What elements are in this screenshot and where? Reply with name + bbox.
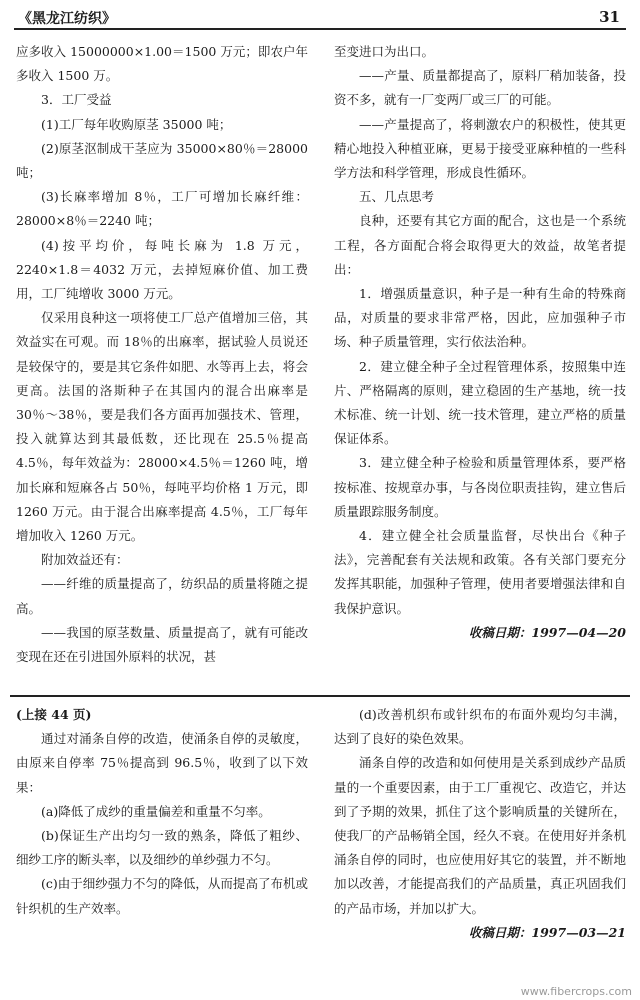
section-heading: 五、几点思考: [359, 189, 435, 205]
journal-title: 《黑龙江纺织》: [18, 11, 116, 27]
paragraph: ——产量、质量都提高了，原料厂稍加装备，投资不多，就有一厂变两厂或三厂的可能。: [334, 68, 626, 108]
list-item: 4．建立健全社会质量监督，尽快出台《种子法》，完善配套有关法规和政策。各有关部门要充分发挥其职能，加强种子管理，使用者要增强法律和自我保护意识。: [334, 528, 626, 616]
paragraph: 仅采用良种这一项将使工厂总产值增加三倍，其效益实在可观。而 18％的出麻率，据试验人员说还是较保守的，要是其它条件如肥、水等再上去，将会更高。法国的洛斯种子在其国内的混合出麻率是 30％～38％，要是我们各方面再加强技术、管理，投入就算达到其最低数，还比现在 25.5％提高 4.5％，每年效益为：28000×4.5％＝1260 吨，增加长麻和短麻各占 50％，每吨平均价格 1 万元，即 1260 万元。由于混合出麻率提高 4.5％，工厂每年增加收入 1260 万元。: [16, 310, 308, 544]
paragraph: ——我国的原茎数量、质量提高了，就有可能改变现在还在引进国外原料的状况，甚: [16, 624, 308, 665]
section-heading: 3．工厂受益: [41, 92, 112, 108]
paragraph: ——纤维的质量提高了，纺织品的质量将随之提高。: [16, 576, 308, 616]
list-item: (b)保证生产出均匀一致的熟条，降低了粗纱、细纱工序的断头率，以及细纱的单纱强力不匀。: [16, 828, 308, 868]
list-item: (3)长麻率增加 8％，工厂可增加长麻纤维：28000×8％＝2240 吨；: [16, 189, 308, 229]
paragraph: 良种，还要有其它方面的配合，这也是一个系统工程，各方面配合将会取得更大的效益，故笔者提出：: [334, 213, 626, 277]
received-date: 收稿日期：1997—03—21: [468, 924, 626, 940]
list-item: (c)由于细纱强力不匀的降低，从而提高了布机或针织机的生产效率。: [16, 876, 308, 916]
watermark: www.fibercrops.com: [520, 985, 632, 998]
page-number: 31: [599, 8, 620, 26]
paragraph: 通过对涌条自停的改造，使涌条自停的灵敏度，由原来自停率 75％提高到 96.5％，收到了以下效果：: [16, 731, 308, 795]
paragraph: 涌条自停的改造和如何使用是关系到成纱产品质量的一个重要因素，由于工厂重视它、改造它，并达到了予期的效果，抓住了这个影响质量的关键所在，使我厂的产品畅销全国，经久不衰。在使用好并条机涌条自停的同时，也应使用好其它的装置，并不断地加以改善，才能提高我们的产品质量，真正巩固我们的产品市场，并加以扩大。: [334, 755, 626, 916]
top-left-column: [16, 40, 308, 692]
received-date: 收稿日期：1997—04—20: [468, 624, 626, 640]
list-item: (2)原茎沤制成干茎应为 35000×80％＝28000 吨；: [16, 140, 308, 181]
bottom-left-column: [16, 703, 308, 993]
list-item: (1)工厂每年收购原茎 35000 吨；: [41, 116, 232, 132]
top-right-column: [334, 40, 626, 692]
paragraph: 应多收入 15000000×1.00＝1500 万元；即农户年多收入 1500 万。: [16, 44, 308, 84]
paragraph: 至变进口为出口。: [334, 44, 435, 59]
list-item: 3．建立健全种子检验和质量管理体系，要严格按标准、按规章办事，与各岗位职责挂钩，建立售后质量跟踪服务制度。: [334, 455, 626, 519]
list-item: (d)改善机织布或针织布的布面外观均匀丰满，达到了良好的染色效果。: [334, 707, 626, 747]
bottom-right-column: [334, 703, 626, 993]
list-item: 1．增强质量意识，种子是一种有生命的特殊商品，对质量的要求非常严格，因此，应加强种子市场、种子质量管理，实行依法治种。: [334, 286, 626, 350]
continued-note: (上接 44 页): [16, 707, 92, 722]
list-item: (a)降低了成纱的重量偏差和重量不匀率。: [41, 803, 271, 819]
list-item: (4)按平均价，每吨长麻为 1.8 万元，2240×1.8＝4032 万元，去掉短麻价值、加工费用，工厂纯增收 3000 万元。: [16, 237, 308, 302]
section-divider: [10, 695, 630, 697]
list-item: 2．建立健全种子全过程管理体系，按照集中连片、严格隔离的原则，建立稳固的生产基地，统一技术标准、统一计划、统一技术管理，建立严格的质量保证体系。: [334, 358, 626, 447]
paragraph: ——产量提高了，将刺激农户的积极性，使其更精心地投入种植亚麻，更易于接受亚麻种植的一些科学方法和科学管理，形成良性循环。: [334, 116, 626, 181]
page-header: [14, 6, 626, 30]
paragraph: 附加效益还有：: [41, 552, 129, 568]
